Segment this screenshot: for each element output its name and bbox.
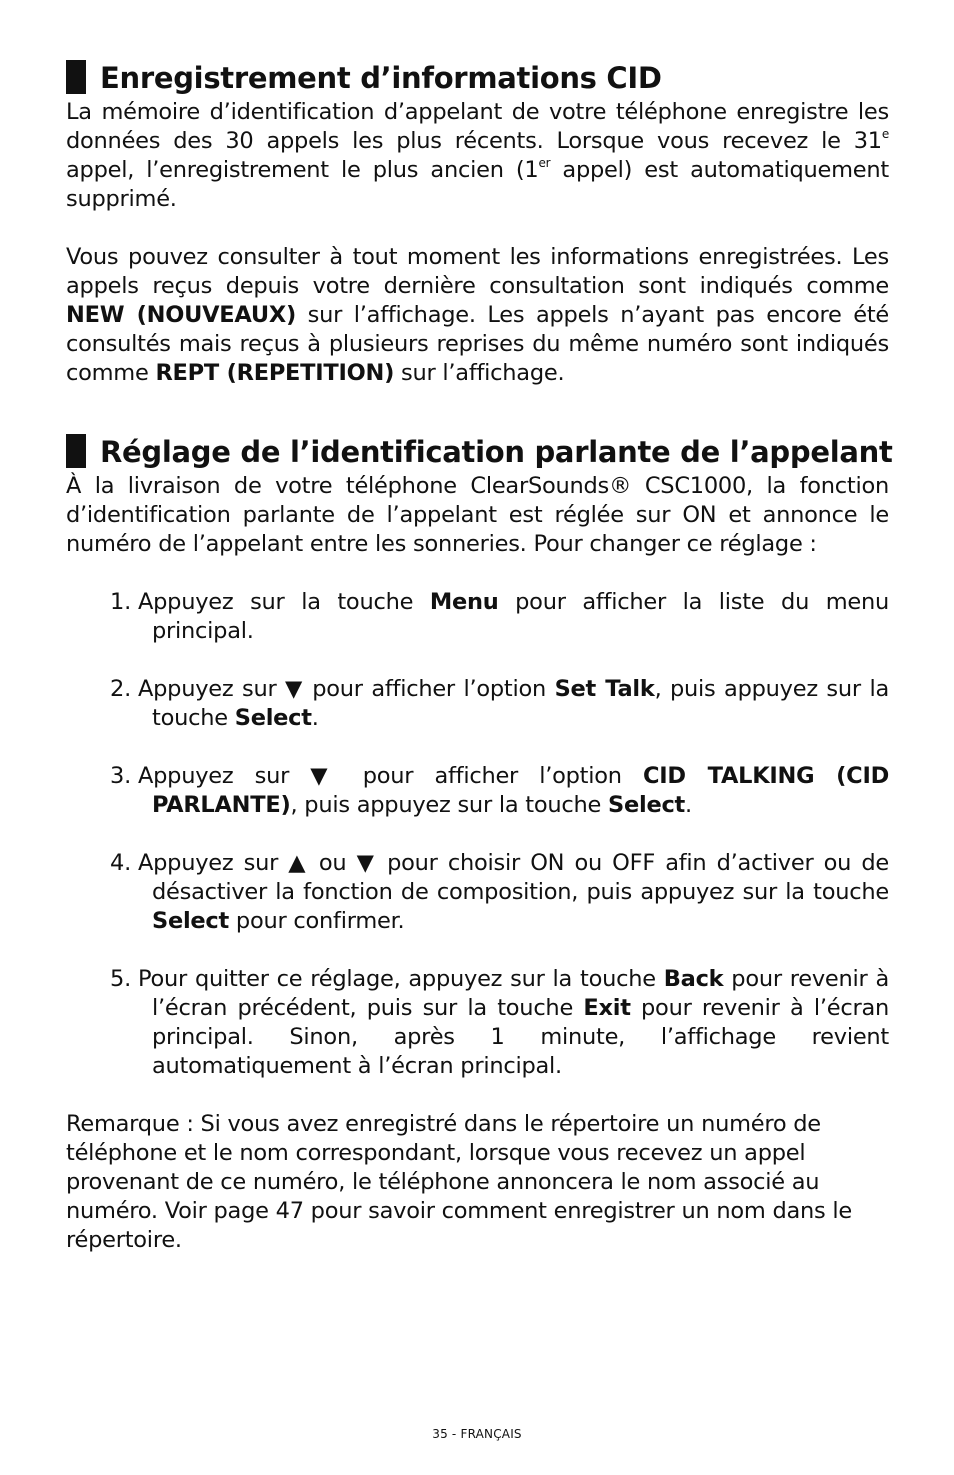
step-item: 4. Appuyez sur ▲ ou ▼ pour choisir ON ou OFF afin d’activer ou de désactiver la fonction de composition, puis appuyez sur la touche Select pour confirmer. [110,850,889,934]
page-footer: 35 - FRANÇAIS [432,1427,522,1441]
section-title-talking-cid: Réglage de l’identification parlante de l’appelant [66,432,889,472]
note-block [66,1110,889,1255]
step-item: 2. Appuyez sur ▼ pour afficher l’option Set Talk, puis appuyez sur la touche Select. [110,676,889,731]
step-item: 1. Appuyez sur la touche Menu pour afficher la liste du menu principal. [110,589,889,644]
talking-cid-intro: À la livraison de votre téléphone ClearSounds® CSC1000, la fonction d’identification parlante de l’appelant est réglée sur ON et annonce le numéro de l’appelant entre les sonneries. Pour changer ce réglage : [66,473,889,557]
section-title-cid-recording: Enregistrement d’informations CID [66,58,889,98]
section-marker-bar [66,434,86,468]
instruction-steps [66,588,889,1081]
note-paragraph: Remarque : Si vous avez enregistré dans le répertoire un numéro de téléphone et le nom correspondant, lorsque vous recevez un appel provenant de ce numéro, le téléphone annoncera le nom associé au numéro. Voir page 47 pour savoir comment enregistrer un nom dans le répertoire. [66,1111,853,1253]
section-marker-bar [66,60,86,94]
step-item: 5. Pour quitter ce réglage, appuyez sur la touche Back pour revenir à l’écran précédent, puis sur la touche Exit pour revenir à l’écran principal. Sinon, après 1 minute, l’affichage revient automatiquement à l’écran principal. [110,966,889,1079]
cid-memory-paragraph: La mémoire d’identification d’appelant de votre téléphone enregistre les données des 30 appels les plus récents. Lorsque vous recevez le 31e appel, l’enregistrement le plus ancien (1er appel) est automatiquement supprimé. [66,99,889,212]
cid-consult-paragraph: Vous pouvez consulter à tout moment les informations enregistrées. Les appels reçus depuis votre dernière consultation sont indiqués comme NEW (NOUVEAUX) sur l’affichage. Les appels n’ayant pas encore été consultés mais reçus à plusieurs reprises du même numéro sont indiqués comme REPT (REPETITION) sur l’affichage. [66,244,889,386]
document-page [66,58,893,1255]
step-item: 3. Appuyez sur ▼ pour afficher l’option CID TALKING (CID PARLANTE), puis appuyez sur la touche Select. [110,763,889,818]
